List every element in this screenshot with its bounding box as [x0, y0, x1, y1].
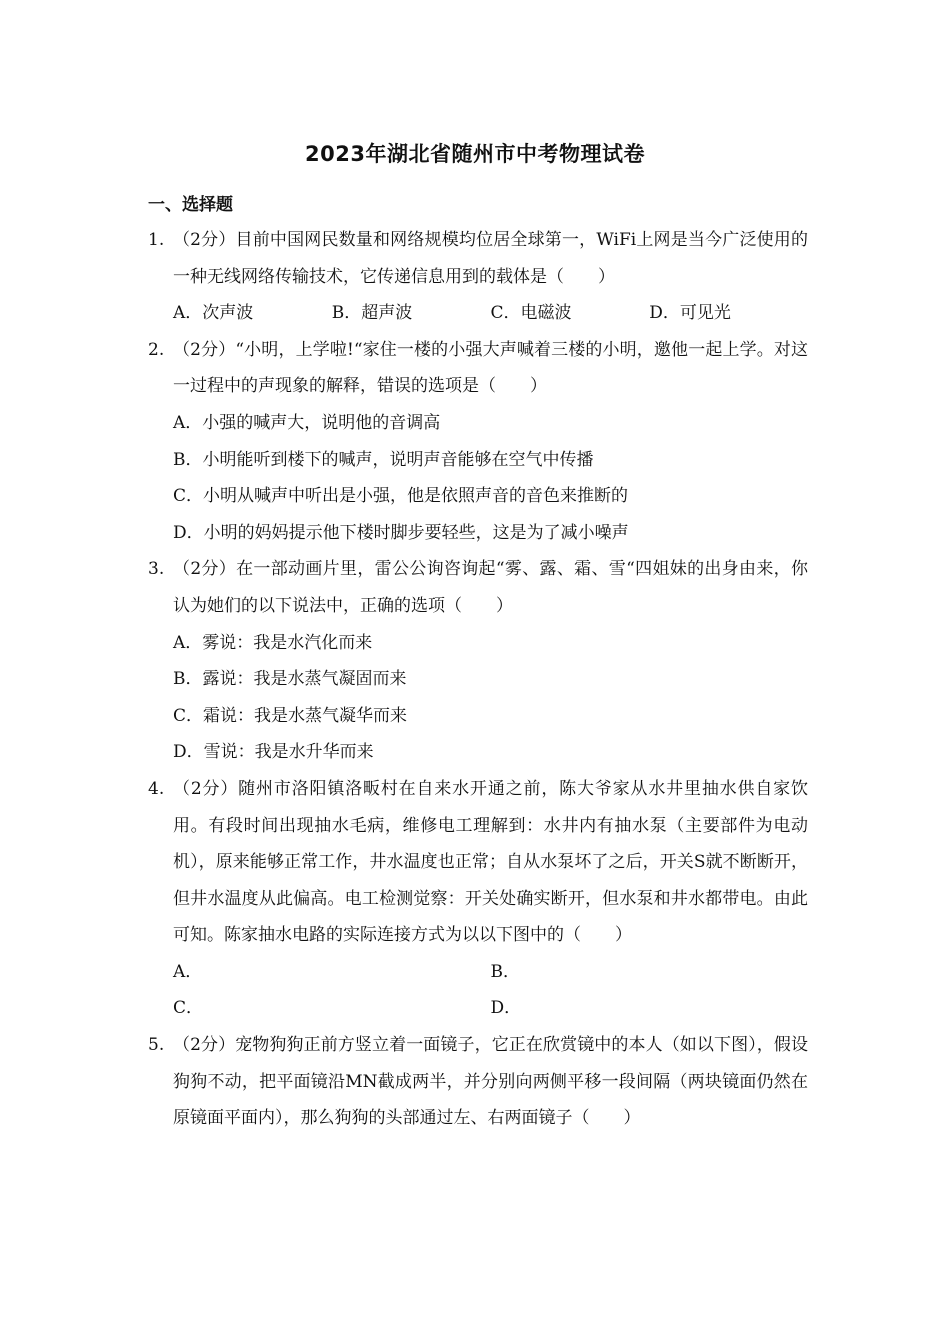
question-text: （2分）随州市洛阳镇洛畈村在自来水开通之前，陈大爷家从水井里抽水供自家饮用。有段时间出现抽水毛病，维修电工理解到：水井内有抽水泵（主要部件为电动机），原来能够正常工作，井水温度也正常；自从水泵坏了之后，开关S就不断断开，但井水温度从此偏高。电工检测觉察：开关处确实断开，但水泵和井水都带电。由此可知。陈家抽水电路的实际连接方式为以以下图中的（ ）: [173, 778, 808, 946]
option-c: C．: [173, 998, 204, 1019]
question-4: [148, 771, 808, 954]
option-a: A．: [173, 961, 203, 982]
option-b: B．超声波: [331, 303, 413, 324]
question-list: [148, 222, 808, 1137]
option-d: D．: [490, 998, 522, 1019]
section-heading: 一、选择题: [148, 195, 233, 215]
question-text: （2分）目前中国网民数量和网络规模均位居全球第一，WiFi上网是当今广泛使用的一种无线网络传输技术，它传递信息用到的载体是（ ）: [173, 230, 808, 287]
exam-title: 2023年湖北省随州市中考物理试卷: [305, 142, 645, 166]
option-b: B．露说：我是水蒸气凝固而来: [173, 669, 407, 690]
question-5: [148, 1027, 808, 1137]
option-d: D．小明的妈妈提示他下楼时脚步要轻些，这是为了减小噪声: [173, 522, 629, 543]
option-c: C．霜说：我是水蒸气凝华而来: [173, 705, 408, 726]
question-4-options-row-1: [148, 954, 808, 991]
question-number: 5.: [148, 1035, 165, 1056]
question-text: （2分）宠物狗狗正前方竖立着一面镜子，它正在欣赏镜中的本人（如以下图），假设狗狗不动，把平面镜沿MN截成两半，并分别向两侧平移一段间隔（两块镜面仍然在原镜面平面内），那么狗狗的头部通过左、右两面镜子（ ）: [173, 1035, 808, 1129]
option-a: A．小强的喊声大，说明他的音调高: [173, 412, 441, 433]
question-number: 2.: [148, 339, 165, 360]
option-d: D．可见光: [649, 303, 731, 324]
question-text: （2分）在一部动画片里，雷公公询咨询起“雾、露、霜、雪“四姐妹的出身由来，你认为她们的以下说法中，正确的选项（ ）: [173, 559, 808, 616]
option-c: C．小明从喊声中听出是小强，他是依照声音的音色来推断的: [173, 486, 629, 507]
option-d: D．雪说：我是水升华而来: [173, 742, 374, 763]
question-number: 3.: [148, 559, 165, 580]
question-number: 1.: [148, 230, 165, 250]
option-a: A．雾说：我是水汽化而来: [173, 632, 373, 653]
option-b: B．: [490, 961, 520, 982]
question-1: [148, 222, 808, 295]
question-text: （2分）“小明，上学啦!“家住一楼的小强大声喊着三楼的小明，邀他一起上学。对这一过程中的声现象的解释，错误的选项是（ ）: [173, 339, 808, 397]
question-1-options: [148, 295, 808, 332]
question-number: 4.: [148, 778, 165, 799]
option-b: B．小明能听到楼下的喊声，说明声音能够在空气中传播: [173, 449, 594, 470]
question-4-options-row-2: [148, 990, 808, 1027]
question-2: [148, 332, 808, 405]
option-a: A．次声波: [173, 303, 254, 324]
option-c: C．电磁波: [490, 303, 572, 324]
question-3: [148, 551, 808, 624]
